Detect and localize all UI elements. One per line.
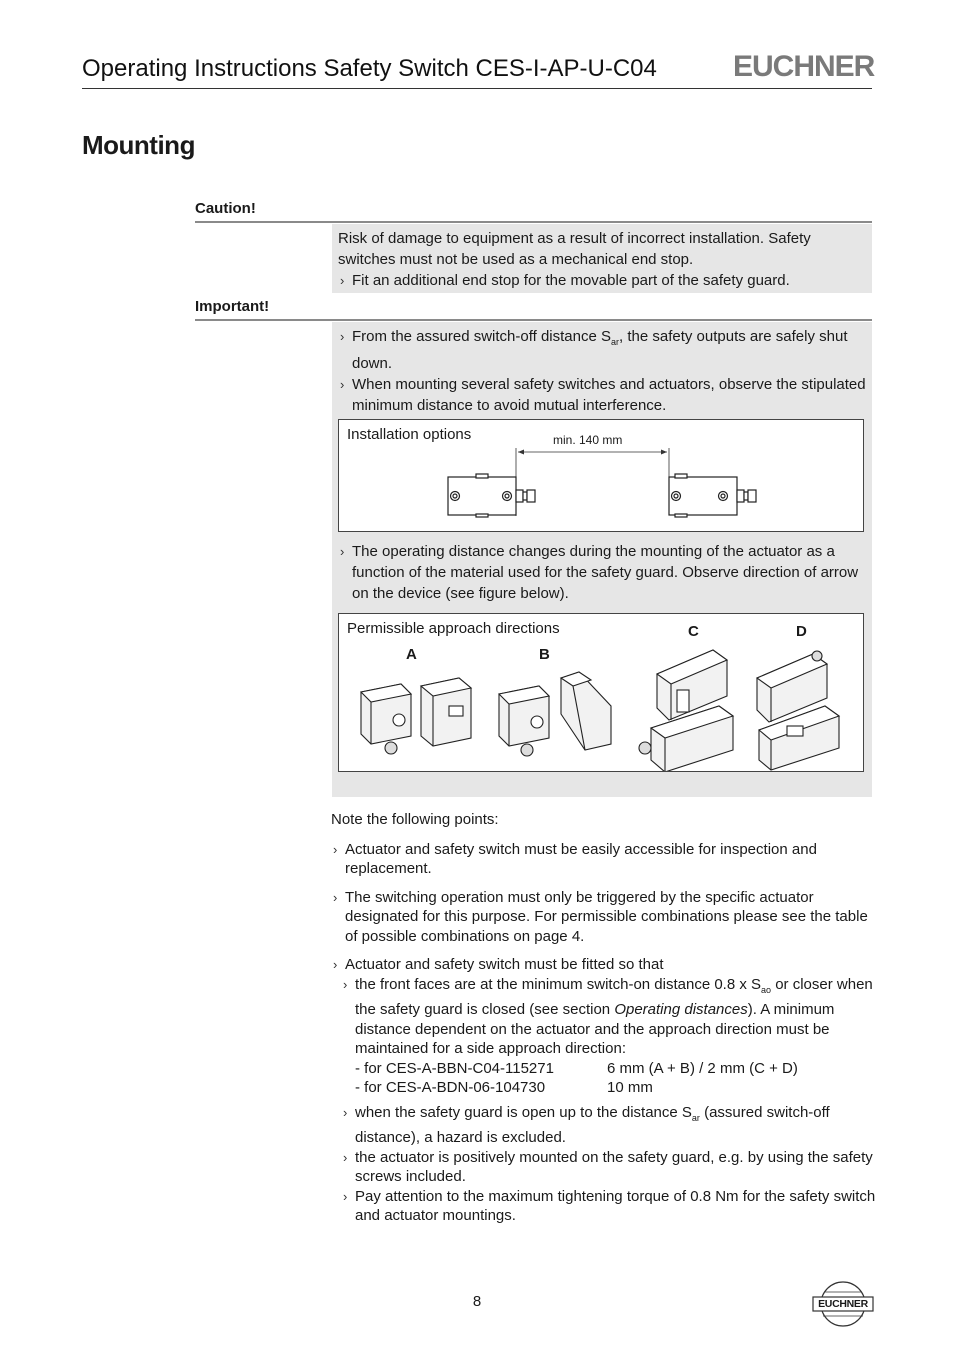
document-title: Operating Instructions Safety Switch CES-I-AP-U-C04 [82, 55, 657, 82]
approach-diagram [339, 614, 863, 771]
installation-figure [338, 419, 864, 532]
combo-row: - for CES-A-BDN-06-104730 10 mm [355, 1079, 653, 1096]
note-sub-4: › Pay attention to the maximum tightening torque of 0.8 Nm for the safety switch and actuator mountings. [341, 1187, 876, 1226]
important-bullet-3: › The operating distance changes during the mounting of the actuator as a function of the material used for the safety guard. Observe direction of arrow on the device (see figure below). [338, 541, 868, 604]
approach-b-devices [499, 672, 611, 756]
switch-body-1 [448, 474, 535, 517]
approach-c-devices [639, 650, 733, 771]
page-number: 8 [472, 1293, 482, 1310]
switch-body-2 [669, 474, 756, 517]
min-distance-label: min. 140 mm [553, 433, 623, 447]
important-label: Important! [195, 298, 270, 315]
approach-letter-a: A [406, 646, 417, 663]
notes-intro: Note the following points: [331, 811, 499, 828]
note-item-1: › Actuator and safety switch must be easily accessible for inspection and replacement. [331, 840, 876, 879]
note-sub-1: › the front faces are at the minimum switch-on distance 0.8 x $S_{ao}$ or closer when the safety guard is closed (see section Operating distances). A minimum distance dependent on the actuator and the approach direction must be maintained for a side approach direction: [341, 975, 876, 1059]
approach-caption: Permissible approach directions [347, 620, 560, 637]
header-rule [82, 88, 872, 89]
important-bullet-1: › From the assured switch-off distance $S_{ar}$, the safety outputs are safely shut down. [338, 326, 866, 374]
caution-label: Caution! [195, 200, 256, 217]
caution-bullet: › Fit an additional end stop for the movable part of the safety guard. [338, 270, 866, 291]
approach-letter-c: C [688, 623, 699, 640]
footer-logo [812, 1280, 874, 1328]
approach-d-devices [757, 651, 839, 770]
caution-rule [195, 221, 872, 223]
combo-row: - for CES-A-BBN-C04-115271 6 mm (A + B) / 2 mm (C + D) [355, 1059, 798, 1077]
caution-panel [332, 224, 872, 293]
section-title: Mounting [82, 130, 195, 160]
footer-logo-text: EUCHNER [818, 1298, 868, 1310]
combo-table [341, 1059, 876, 1098]
installation-caption: Installation options [347, 426, 472, 443]
important-bullet-2: › When mounting several safety switches and actuators, observe the stipulated minimum distance to avoid mutual interference. [338, 374, 866, 416]
approach-letter-d: D [796, 623, 807, 640]
note-sub-3: › the actuator is positively mounted on the safety guard, e.g. by using the safety screws included. [341, 1148, 876, 1187]
approach-a-devices [361, 678, 471, 754]
note-sub-2: › when the safety guard is open up to the distance $S_{ar}$ (assured switch-off distance), a hazard is excluded. [341, 1103, 876, 1148]
important-rule [195, 319, 872, 321]
approach-figure [338, 613, 864, 772]
approach-letter-b: B [539, 646, 550, 663]
note-item-3: › Actuator and safety switch must be fitted so that [331, 955, 876, 975]
brand-logo: EUCHNER [733, 50, 875, 83]
notes-section [331, 810, 876, 1226]
note-item-2: › The switching operation must only be triggered by the specific actuator designated for this purpose. For permissible combinations please see the table of possible combinations on page 4. [331, 888, 876, 947]
caution-text: Risk of damage to equipment as a result of incorrect installation. Safety switches must not be used as a mechanical end stop. [338, 230, 811, 268]
